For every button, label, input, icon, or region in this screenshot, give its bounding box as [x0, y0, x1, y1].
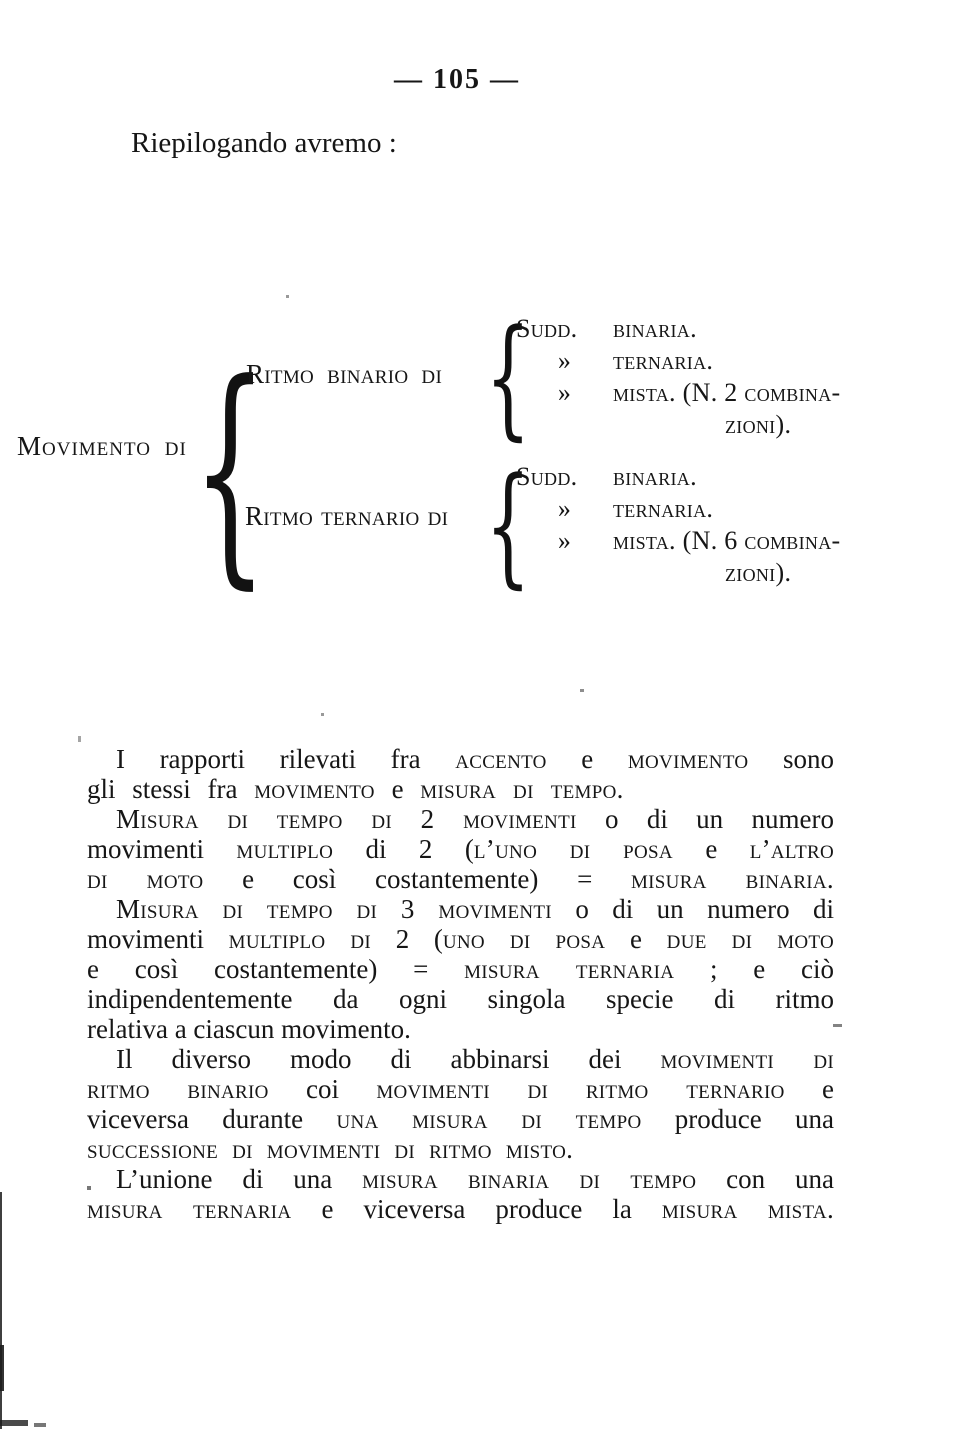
plain-text: e così costantemente) =: [203, 864, 631, 894]
ditto-mark: »: [557, 526, 572, 555]
body-text: [87, 744, 834, 1224]
subdivision-value: mista. (N. 2 combina-: [613, 378, 841, 407]
branch-binario-subdivisions: [516, 313, 840, 441]
small-caps-text: una misura di tempo: [336, 1104, 642, 1134]
plain-text: L’unione di una: [116, 1164, 363, 1194]
small-caps-text: l’altro: [749, 834, 834, 864]
ditto-mark: »: [557, 346, 572, 375]
subdivision-value: binaria.: [613, 314, 697, 343]
plain-text: e: [605, 924, 667, 954]
small-caps-text: Misura di tempo di 2 movimenti: [116, 804, 577, 834]
plain-text: ; e ciò: [674, 954, 834, 984]
scan-artifact: [580, 689, 584, 692]
branch-binario-label: Ritmo binario di: [246, 359, 443, 389]
ditto-mark: »: [557, 378, 572, 407]
text-line: [87, 954, 834, 984]
plain-text: o di un numero: [576, 804, 835, 834]
text-line: [87, 1134, 834, 1164]
text-line: [87, 744, 834, 774]
plain-text: e: [784, 1074, 834, 1104]
scan-artifact: [78, 736, 81, 742]
plain-text: 2 (: [371, 924, 443, 954]
small-caps-text: di moto: [87, 864, 204, 894]
text-line: [87, 1014, 834, 1044]
subdivision-value: zioni).: [725, 558, 792, 587]
plain-text: con una: [696, 1164, 834, 1194]
plain-text: sono: [748, 744, 834, 774]
text-line: [87, 834, 834, 864]
text-line: [87, 1194, 834, 1224]
small-caps-text: misura binaria di tempo: [362, 1164, 697, 1194]
ditto-mark: »: [557, 494, 572, 523]
plain-text: e: [546, 744, 628, 774]
plain-text: relativa a ciascun movimento.: [87, 1014, 411, 1044]
subdivision-row: [516, 377, 840, 409]
plain-text: indipendentemente da ogni singola specie di ritmo: [87, 984, 834, 1014]
small-caps-text: uno di posa: [442, 924, 606, 954]
scan-artifact: [0, 1345, 4, 1391]
plain-text: e viceversa produce la: [291, 1194, 662, 1224]
subdivision-heading: Sudd.: [516, 314, 578, 343]
plain-text: movimenti: [87, 924, 229, 954]
text-line: [87, 804, 834, 834]
plain-text: e così costantemente) =: [87, 954, 465, 984]
subdivision-row: [516, 493, 840, 525]
small-caps-text: accento: [455, 744, 547, 774]
scan-artifact: [87, 1186, 91, 1190]
subdivision-row: [516, 525, 840, 557]
branch-binario-brace-icon: {: [485, 301, 531, 453]
text-line: [87, 984, 834, 1014]
subdivision-value: ternaria.: [613, 346, 714, 375]
small-caps-text: misura ternaria: [87, 1194, 292, 1224]
subdivision-value: binaria.: [613, 462, 697, 491]
plain-text: viceversa durante: [87, 1104, 337, 1134]
text-line: [87, 894, 834, 924]
small-caps-text: successione di movimenti di ritmo misto.: [87, 1134, 574, 1164]
subdivision-row: [516, 409, 840, 441]
branch-ternario-subdivisions: [516, 461, 840, 589]
small-caps-text: misura di tempo.: [420, 774, 624, 804]
diagram-root-label: Movimento di: [17, 431, 187, 461]
subdivision-row: [516, 461, 840, 493]
small-caps-text: misura binaria.: [630, 864, 834, 894]
scan-artifact: [34, 1423, 46, 1427]
subdivision-heading: Sudd.: [516, 462, 578, 491]
text-line: [87, 864, 834, 894]
subdivision-row: [516, 345, 840, 377]
small-caps-text: movimenti di: [660, 1044, 834, 1074]
scan-artifact: [0, 1420, 28, 1426]
small-caps-text: movimenti di ritmo ternario: [376, 1074, 785, 1104]
text-line: [87, 1164, 834, 1194]
text-line: [87, 1104, 834, 1134]
scan-artifact: [0, 1192, 2, 1429]
page-number: — 105 —: [394, 64, 520, 95]
root-brace-icon: {: [192, 333, 268, 610]
plain-text: I rapporti rilevati fra: [116, 744, 456, 774]
text-line: [87, 774, 834, 804]
small-caps-text: movimento: [254, 774, 375, 804]
subdivision-value: zioni).: [725, 410, 792, 439]
plain-text: di 2 (: [333, 834, 474, 864]
small-caps-text: multiplo: [236, 834, 334, 864]
small-caps-text: movimento: [627, 744, 749, 774]
scan-artifact: [286, 295, 289, 298]
small-caps-text: misura ternaria: [464, 954, 675, 984]
plain-text: Il diverso modo di abbinarsi dei: [116, 1044, 661, 1074]
branch-ternario-label: Ritmo ternario di: [245, 501, 449, 531]
plain-text: e: [374, 774, 421, 804]
plain-text: gli stessi fra: [87, 774, 255, 804]
text-line: [87, 1044, 834, 1074]
subdivision-value: mista. (N. 6 combina-: [613, 526, 841, 555]
plain-text: produce una: [641, 1104, 834, 1134]
small-caps-text: ritmo binario: [87, 1074, 269, 1104]
intro-line: Riepilogando avremo :: [131, 127, 397, 159]
subdivision-row: [516, 557, 840, 589]
small-caps-text: Misura di tempo di 3 movimenti: [116, 894, 552, 924]
subdivision-row: [516, 313, 840, 345]
small-caps-text: multiplo di: [228, 924, 372, 954]
subdivision-value: ternaria.: [613, 494, 714, 523]
plain-text: e: [672, 834, 750, 864]
scan-artifact: [833, 1024, 842, 1027]
text-line: [87, 924, 834, 954]
plain-text: coi: [268, 1074, 377, 1104]
text-line: [87, 1074, 834, 1104]
small-caps-text: misura mista.: [661, 1194, 834, 1224]
branch-ternario-brace-icon: {: [485, 449, 531, 601]
scan-artifact: [321, 713, 324, 716]
small-caps-text: due di moto: [666, 924, 835, 954]
plain-text: o di un numero di: [551, 894, 834, 924]
small-caps-text: l’uno di posa: [473, 834, 673, 864]
plain-text: movimenti: [87, 834, 237, 864]
